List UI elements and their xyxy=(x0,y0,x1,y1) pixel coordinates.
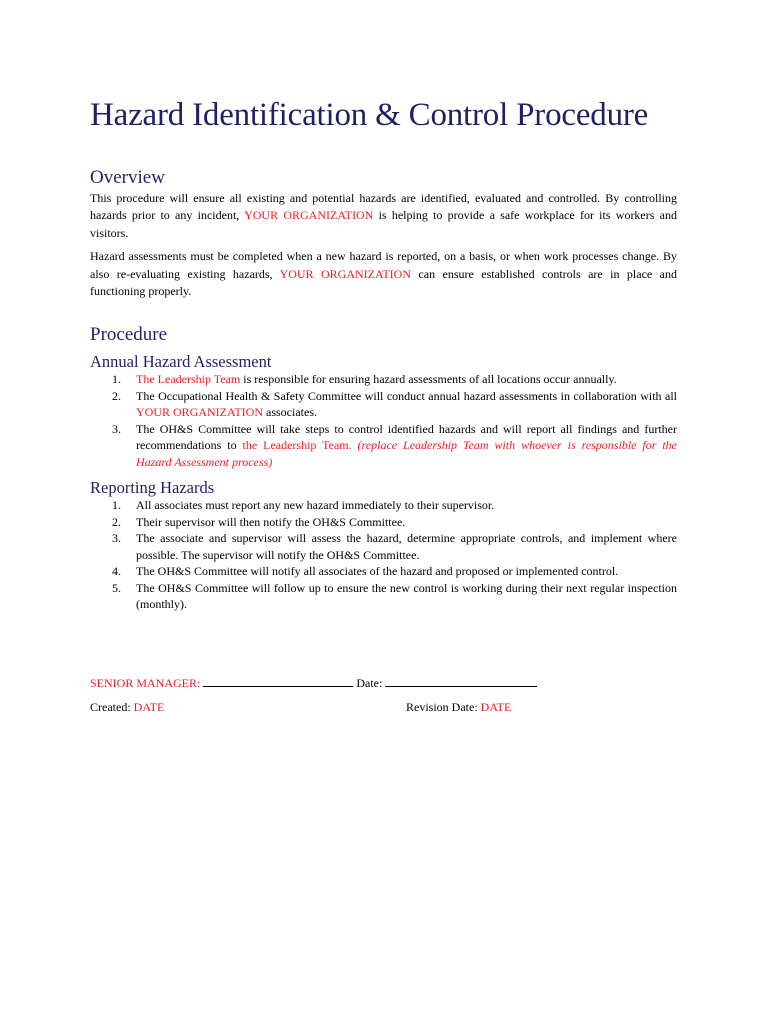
overview-paragraph-1 xyxy=(90,190,677,242)
list-number: 1. xyxy=(112,498,121,513)
procedure-heading: Procedure xyxy=(90,324,168,346)
list-item xyxy=(90,421,677,471)
organization-placeholder: YOUR ORGANIZATION xyxy=(244,208,374,223)
list-item-text: The OH&S Committee will take steps to control identified hazards and will report all findings and further recommendations to xyxy=(136,421,677,453)
replacement-instruction-note: (replace Leadership Team with whoever is responsible for the Hazard Assessment process) xyxy=(136,438,678,469)
revision-date-label: Revision Date: xyxy=(406,699,478,714)
revision-date-group xyxy=(406,699,511,716)
reporting-hazards-list xyxy=(90,497,677,613)
created-label: Created: xyxy=(90,699,131,714)
overview-p2-text-a: Hazard assessments must be completed when a new hazard is reported, on a basis, or when work processes change. By also re-evaluating existing hazards, xyxy=(90,249,677,281)
list-item xyxy=(90,580,677,613)
overview-p1-text-a: This procedure will ensure all existing and potential hazards are identified, evaluated and controlled. By controlling hazards prior to any incident, xyxy=(90,191,677,223)
list-item xyxy=(90,388,677,421)
list-item-text: The OH&S Committee will notify all associates of the hazard and proposed or implemented control. xyxy=(136,564,619,579)
leadership-team-placeholder: the Leadership Team. xyxy=(242,438,352,453)
list-number: 3. xyxy=(112,531,121,546)
organization-placeholder: YOUR ORGANIZATION xyxy=(136,405,263,420)
overview-heading: Overview xyxy=(90,167,165,188)
created-revision-row xyxy=(90,699,677,716)
overview-p2-text-b: can ensure established controls are in place and functioning properly. xyxy=(90,266,677,299)
overview-paragraph-2 xyxy=(90,248,677,300)
organization-placeholder: YOUR ORGANIZATION xyxy=(279,266,411,281)
list-number: 1. xyxy=(112,372,121,387)
signature-line xyxy=(90,675,677,692)
list-item xyxy=(90,530,677,563)
list-item xyxy=(90,371,677,388)
document-title: Hazard Identification & Control Procedure xyxy=(90,97,649,133)
date-label: Date: xyxy=(356,675,383,690)
document-body xyxy=(90,93,677,716)
leadership-team-placeholder: The Leadership Team xyxy=(136,372,241,387)
created-date-placeholder: DATE xyxy=(133,699,165,714)
signature-date-field[interactable] xyxy=(385,675,537,687)
reporting-hazards-heading: Reporting Hazards xyxy=(90,478,215,498)
annual-assessment-heading: Annual Hazard Assessment xyxy=(90,352,272,372)
list-item-text: Their supervisor will then notify the OH&S Committee. xyxy=(136,514,406,529)
list-number: 3. xyxy=(112,421,121,436)
overview-p1-text-b: is helping to provide a safe workplace for its workers and visitors. xyxy=(90,208,678,240)
revision-date-placeholder: DATE xyxy=(480,699,512,714)
list-number: 4. xyxy=(112,564,121,579)
list-item xyxy=(90,514,677,531)
senior-manager-signature-field[interactable] xyxy=(203,675,353,687)
list-item-text: All associates must report any new hazard immediately to their supervisor. xyxy=(136,498,495,513)
list-item xyxy=(90,497,677,514)
senior-manager-label: SENIOR MANAGER: xyxy=(90,675,201,690)
list-number: 5. xyxy=(112,580,121,595)
list-item-text: is responsible for ensuring hazard assessments of all locations occur annually. xyxy=(240,372,617,387)
list-item-text: The associate and supervisor will assess the hazard, determine appropriate controls, and implement where possible. The supervisor will notify the OH&S Committee. xyxy=(136,531,677,562)
list-item-text: associates. xyxy=(263,405,317,420)
list-item-text: The OH&S Committee will follow up to ensure the new control is working during their next regular inspection (monthly). xyxy=(136,580,677,612)
list-number: 2. xyxy=(112,388,121,403)
list-item xyxy=(90,563,677,580)
annual-assessment-list xyxy=(90,371,677,470)
list-number: 2. xyxy=(112,514,121,529)
list-item-text: The Occupational Health & Safety Committee will conduct annual hazard assessments in collaboration with all xyxy=(136,388,677,403)
